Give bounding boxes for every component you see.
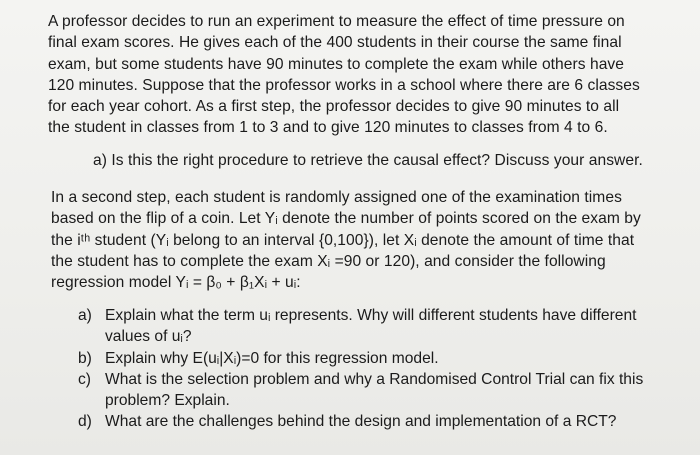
list-marker: d) (78, 413, 92, 431)
list-item (78, 305, 643, 348)
intro-line: for each year cohort. As a first step, the professor decides to give 90 minutes to all (48, 98, 620, 116)
list-item-line: Explain why E(uᵢ|Xᵢ)=0 for this regression model. (105, 349, 439, 367)
list-item-line: What are the challenges behind the design and implementation of a RCT? (105, 413, 617, 431)
second-step-line: regression model Yᵢ = β₀ + β₁Xᵢ + uᵢ: (51, 274, 301, 292)
second-step-paragraph (51, 187, 641, 293)
intro-paragraph (48, 11, 640, 139)
intro-line: exam, but some students have 90 minutes to complete the exam while others have (48, 55, 624, 73)
list-item (78, 411, 643, 432)
list-item-line: problem? Explain. (105, 392, 230, 410)
list-marker: c) (78, 370, 91, 388)
list-marker: b) (78, 349, 92, 367)
second-step-line: the iᵗʰ student (Yᵢ belong to an interval {0,100}), let Xᵢ denote the amount of time that (51, 231, 635, 249)
second-step-line: the student has to complete the exam Xᵢ =90 or 120), and consider the following (51, 252, 606, 270)
second-step-line: based on the flip of a coin. Let Yᵢ denote the number of points scored on the exam by (51, 210, 641, 228)
intro-line: 120 minutes. Suppose that the professor works in a school where there are 6 classes (48, 76, 640, 94)
list-item (78, 369, 643, 412)
second-step-line: In a second step, each student is randomly assigned one of the examination times (51, 189, 622, 206)
list-marker: a) (78, 307, 92, 324)
list-item-line: What is the selection problem and why a Randomised Control Trial can fix this (105, 370, 644, 388)
intro-line: final exam scores. He gives each of the 400 students in their course the same final (48, 34, 622, 52)
list-item-line: Explain what the term uᵢ represents. Why will different students have different (105, 307, 637, 324)
list-item-line: values of uᵢ? (105, 328, 192, 346)
question-a-text: a) Is this the right procedure to retrieve the causal effect? Discuss your answer. (93, 152, 643, 169)
question-list (78, 305, 643, 433)
intro-line: A professor decides to run an experiment to measure the effect of time pressure on (48, 13, 625, 30)
list-item (78, 348, 643, 369)
intro-line: the student in classes from 1 to 3 and to give 120 minutes to classes from 4 to 6. (48, 119, 608, 137)
question-a-top (93, 150, 643, 171)
